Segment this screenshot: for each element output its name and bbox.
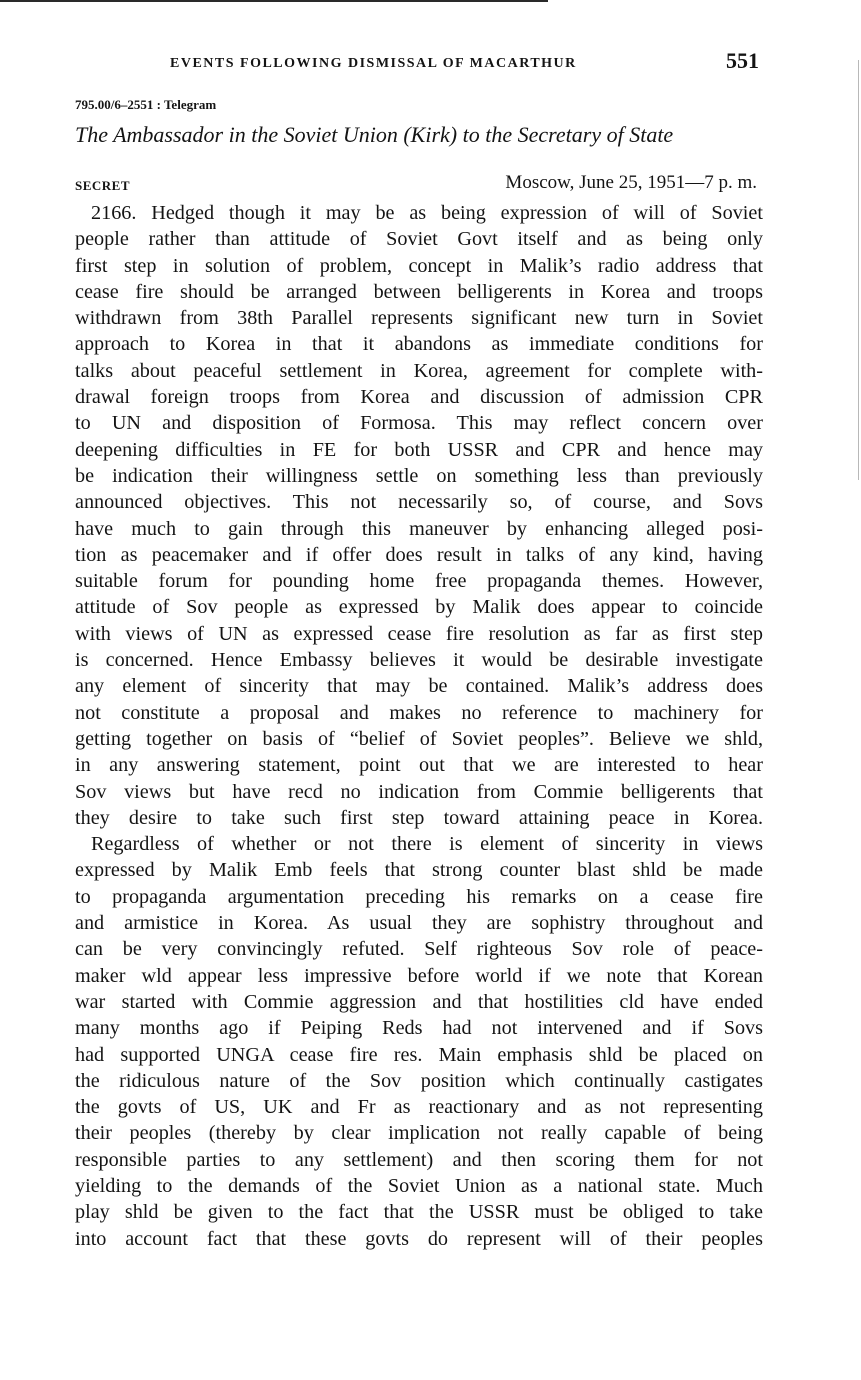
telegram-body bbox=[75, 200, 763, 1252]
text-line: with views of UN as expressed cease fire resolution as far as first step bbox=[75, 622, 763, 645]
text-line: have much to gain through this maneuver by enhancing alleged posi- bbox=[75, 517, 763, 540]
text-line: any element of sincerity that may be contained. Malik’s address does bbox=[75, 675, 763, 698]
paragraph bbox=[75, 200, 763, 831]
document-title: The Ambassador in the Soviet Union (Kirk) to the Secretary of State bbox=[75, 122, 674, 147]
text-line: many months ago if Peiping Reds had not intervened and if Sovs bbox=[75, 1017, 763, 1040]
text-line: announced objectives. This not necessarily so, of course, and Sovs bbox=[75, 491, 763, 514]
text-line: maker wld appear less impressive before world if we note that Korean bbox=[75, 964, 763, 987]
text-line: approach to Korea in that it abandons as immediate conditions for bbox=[75, 333, 763, 356]
text-line: into account fact that these govts do represent will of their peoples bbox=[75, 1227, 763, 1250]
text-line: the ridiculous nature of the Sov position which continually castigates bbox=[75, 1069, 763, 1092]
text-line: and armistice in Korea. As usual they are sophistry throughout and bbox=[75, 912, 763, 935]
text-line: tion as peacemaker and if offer does result in talks of any kind, having bbox=[75, 543, 763, 566]
text-line: their peoples (thereby by clear implication not really capable of being bbox=[75, 1122, 763, 1145]
text-line: deepening difficulties in FE for both USSR and CPR and hence may bbox=[75, 438, 763, 461]
text-line: suitable forum for pounding home free propaganda themes. However, bbox=[75, 570, 763, 593]
text-line: is concerned. Hence Embassy believes it would be desirable investigate bbox=[75, 649, 763, 672]
page-number: 551 bbox=[726, 48, 759, 73]
text-line: war started with Commie aggression and that hostilities cld have ended bbox=[75, 990, 763, 1013]
text-line: getting together on basis of “belief of Soviet peoples”. Believe we shld, bbox=[75, 727, 763, 750]
binding-edge bbox=[858, 60, 859, 480]
text-line: to propaganda argumentation preceding his remarks on a cease fire bbox=[75, 885, 763, 908]
file-reference: 795.00/6–2551 : Telegram bbox=[75, 97, 217, 112]
text-line: first step in solution of problem, concept in Malik’s radio address that bbox=[75, 254, 763, 277]
text-line: Regardless of whether or not there is element of sincerity in views bbox=[91, 833, 763, 856]
text-line: be indication their willingness settle on something less than previously bbox=[75, 464, 763, 487]
text-line: can be very convincingly refuted. Self righteous Sov role of peace- bbox=[75, 938, 763, 961]
top-rule bbox=[0, 0, 548, 2]
text-line: the govts of US, UK and Fr as reactionary and as not representing bbox=[75, 1096, 763, 1119]
text-line: play shld be given to the fact that the USSR must be obliged to take bbox=[75, 1201, 763, 1224]
running-head: EVENTS FOLLOWING DISMISSAL OF MACARTHUR bbox=[170, 56, 577, 71]
classification-label: SECRET bbox=[75, 178, 131, 193]
paragraph bbox=[75, 831, 763, 1252]
text-line: yielding to the demands of the Soviet Union as a national state. Much bbox=[75, 1174, 763, 1197]
text-line: 2166. Hedged though it may be as being expression of will of Soviet bbox=[91, 202, 763, 224]
page-header bbox=[75, 50, 765, 80]
text-line: withdrawn from 38th Parallel represents significant new turn in Soviet bbox=[75, 307, 763, 330]
text-line: attitude of Sov people as expressed by Malik does appear to coincide bbox=[75, 596, 763, 619]
text-line: to UN and disposition of Formosa. This may reflect concern over bbox=[75, 412, 763, 435]
text-line: not constitute a proposal and makes no reference to machinery for bbox=[75, 701, 763, 724]
text-line: had supported UNGA cease fire res. Main emphasis shld be placed on bbox=[75, 1043, 763, 1066]
text-line: Sov views but have recd no indication from Commie belligerents that bbox=[75, 780, 763, 803]
text-line: talks about peaceful settlement in Korea, agreement for complete with- bbox=[75, 359, 763, 382]
text-line: they desire to take such first step toward attaining peace in Korea. bbox=[75, 806, 763, 829]
text-line: responsible parties to any settlement) and then scoring them for not bbox=[75, 1148, 763, 1171]
text-line: people rather than attitude of Soviet Govt itself and as being only bbox=[75, 228, 763, 251]
text-line: drawal foreign troops from Korea and discussion of admission CPR bbox=[75, 386, 763, 409]
text-line: in any answering statement, point out that we are interested to hear bbox=[75, 754, 763, 777]
place-date: Moscow, June 25, 1951—7 p. m. bbox=[505, 172, 757, 193]
dateline bbox=[75, 172, 757, 198]
text-line: expressed by Malik Emb feels that strong counter blast shld be made bbox=[75, 859, 763, 882]
text-line: cease fire should be arranged between belligerents in Korea and troops bbox=[75, 280, 763, 303]
